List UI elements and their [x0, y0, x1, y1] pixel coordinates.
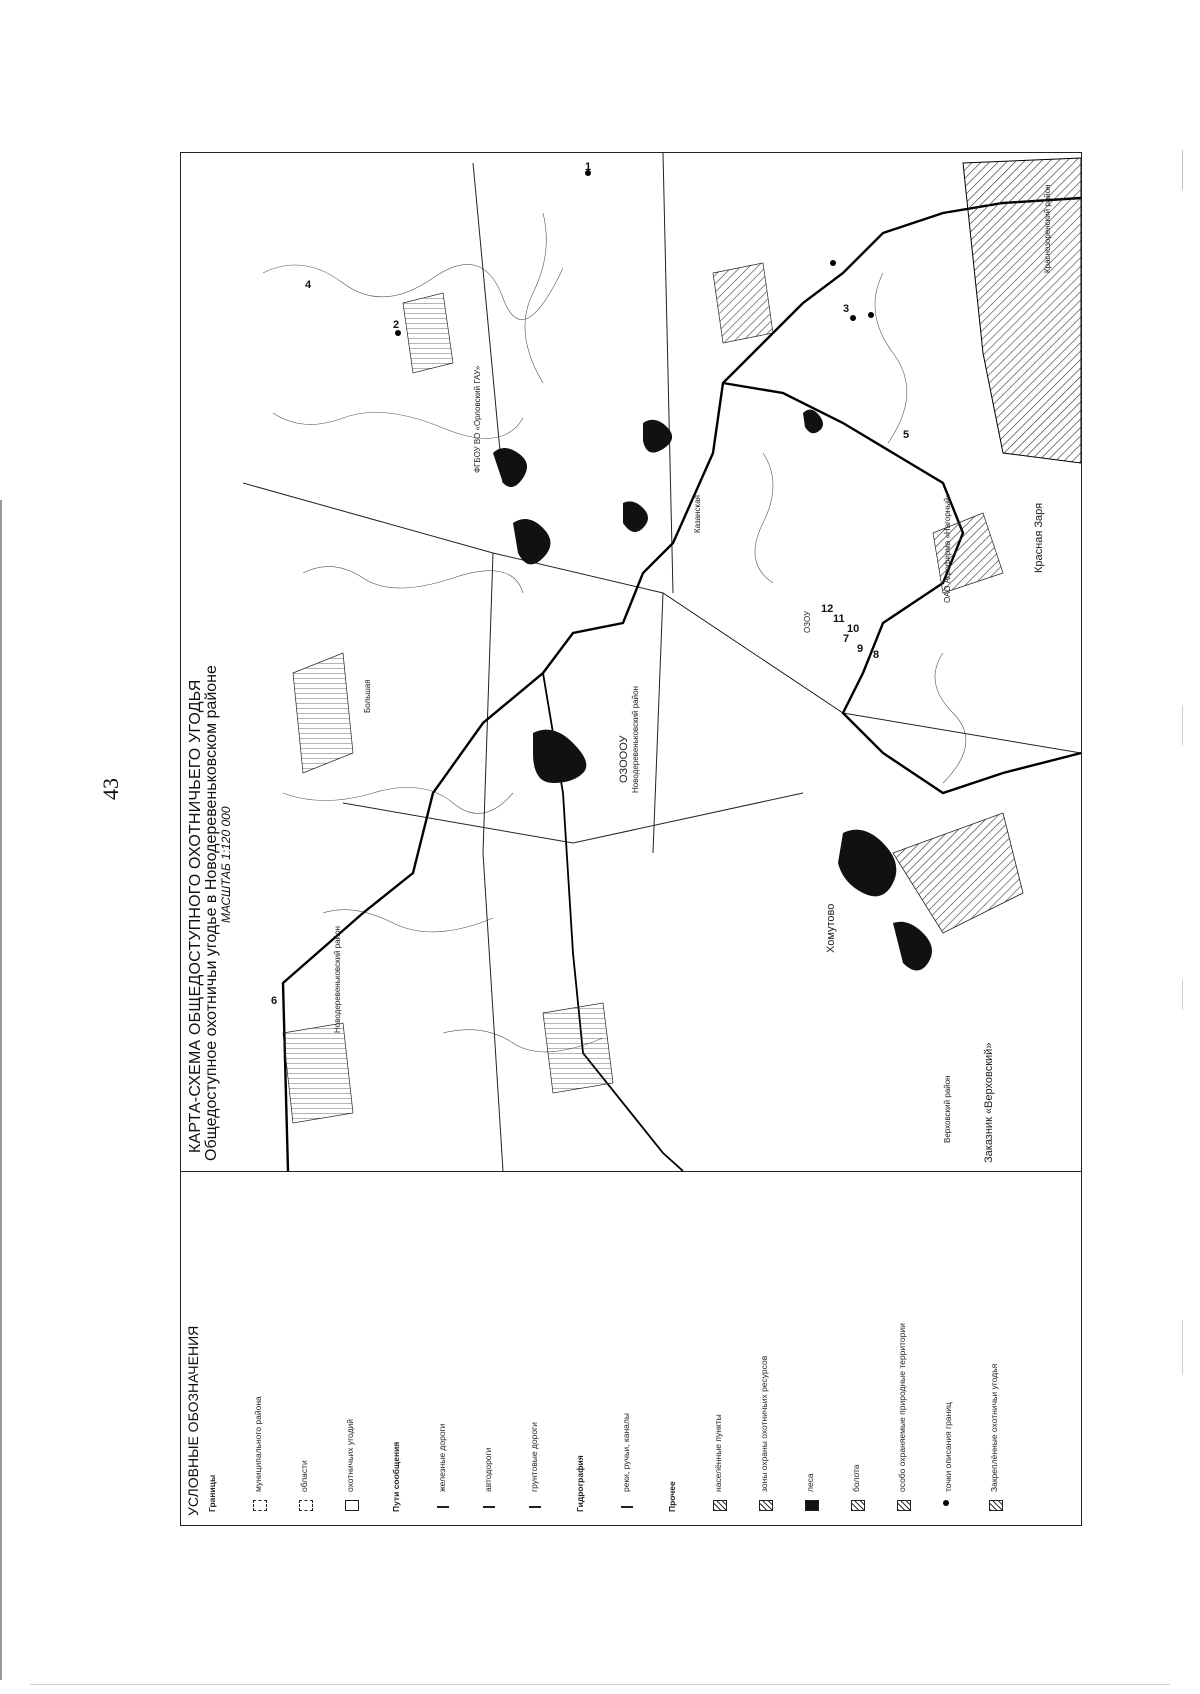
boundary-point-number: 10 — [847, 623, 860, 635]
legend-label: железные дороги — [437, 1423, 447, 1492]
legend-item — [621, 1194, 635, 1514]
map-label: ОЗОООУ — [618, 735, 630, 783]
legend-label: Гидрография — [575, 1455, 585, 1512]
boundary-point-number: 9 — [857, 643, 864, 655]
legend-item — [345, 1194, 359, 1514]
legend-label: реки, ручьи, каналы — [621, 1413, 631, 1492]
map-area — [243, 153, 1081, 1171]
forest-patches — [493, 409, 932, 970]
legend-item — [759, 1194, 773, 1514]
legend-item — [943, 1194, 957, 1514]
map-title: КАРТА-СХЕМА ОБЩЕДОСТУПНОГО ОХОТНИЧЬЕГО УГОДЬЯ — [187, 679, 204, 1153]
boundary-point-number: 1 — [585, 161, 592, 173]
legend-label: автодороги — [483, 1447, 493, 1492]
legend-swatch — [759, 1500, 773, 1511]
map-subtitle: Общедоступное охотничьи угодье в Новодеревеньковском районе — [203, 665, 220, 1161]
page-number: 43 — [98, 778, 123, 800]
legend-item — [851, 1194, 865, 1514]
map-label: Краснозоренский район — [1043, 184, 1052, 273]
boundary-point-number: 3 — [843, 303, 850, 315]
legend-item — [989, 1194, 1003, 1514]
legend — [181, 1171, 1081, 1524]
map-label: Хомутово — [825, 903, 837, 953]
boundary-point-number: 7 — [843, 633, 850, 645]
boundary-points — [395, 170, 874, 336]
legend-item — [437, 1194, 451, 1514]
roads — [243, 153, 1081, 1171]
boundary-point-number: 2 — [393, 319, 400, 331]
legend-swatch — [483, 1506, 495, 1508]
map-label: Верховский район — [943, 1075, 952, 1143]
legend-label: болота — [851, 1464, 861, 1492]
terrain-details — [263, 213, 966, 1052]
map-scale: МАСШТАБ 1:120 000 — [219, 806, 233, 923]
legend-item — [529, 1194, 543, 1514]
legend-label: особо охраняемые природные территории — [897, 1323, 907, 1492]
map-label: Заказник «Верховский» — [983, 1042, 995, 1163]
boundary-point-number: 5 — [903, 429, 910, 441]
map-label: Казанская — [693, 494, 702, 533]
map-label: Большая — [363, 679, 372, 713]
scan-dash — [1182, 705, 1183, 745]
legend-swatch — [529, 1506, 541, 1508]
scan-bottom-rule — [30, 1684, 1170, 1685]
scan-mark — [1182, 150, 1183, 190]
boundary-point-number: 6 — [271, 995, 278, 1007]
map-sheet — [180, 152, 1082, 1526]
hunting-ground-boundary — [283, 198, 1081, 1171]
legend-item — [391, 1194, 405, 1514]
legend-label: области — [299, 1460, 309, 1492]
legend-swatch — [851, 1500, 865, 1511]
legend-item — [575, 1194, 589, 1514]
legend-label: муниципального района — [253, 1396, 263, 1492]
legend-item — [713, 1194, 727, 1514]
legend-label: охотничьих угодий — [345, 1418, 355, 1492]
legend-swatch — [253, 1500, 267, 1511]
legend-swatch — [345, 1500, 359, 1511]
legend-item — [897, 1194, 911, 1514]
map-label: ОАО Агрофирма «Нагорный» — [943, 493, 952, 603]
map-label: Красная Заря — [1033, 502, 1045, 573]
map-label: Новодеревеньковский район — [631, 686, 640, 793]
map-drawing — [243, 153, 1081, 1171]
legend-label: точки описания границ — [943, 1402, 953, 1492]
legend-swatch — [437, 1506, 449, 1508]
boundary-point-number: 11 — [833, 613, 845, 625]
legend-swatch — [897, 1500, 911, 1511]
legend-label: зоны охраны охотничьих ресурсов — [759, 1355, 769, 1492]
legend-swatch — [713, 1500, 727, 1511]
scan-left-rule — [0, 500, 2, 1680]
legend-title: УСЛОВНЫЕ ОБОЗНАЧЕНИЯ — [185, 1325, 201, 1516]
legend-item — [667, 1194, 681, 1514]
legend-item — [483, 1194, 497, 1514]
boundary-point-number: 8 — [873, 649, 880, 661]
hatched-zones — [283, 158, 1081, 1123]
legend-swatch — [621, 1506, 633, 1508]
legend-label: Пути сообщения — [391, 1441, 401, 1512]
scan-dash — [1182, 980, 1183, 1010]
legend-label: грунтовые дороги — [529, 1422, 539, 1492]
map-label: ФГБОУ ВО «Орловский ГАУ» — [473, 365, 482, 473]
legend-label: Прочее — [667, 1481, 677, 1512]
legend-label: леса — [805, 1473, 815, 1492]
legend-label: Закреплённые охотничьи угодья — [989, 1363, 999, 1492]
legend-item — [253, 1194, 267, 1514]
legend-swatch — [299, 1500, 313, 1511]
map-label: Новодеревеньковский район — [333, 926, 342, 1033]
boundary-point-number: 12 — [821, 603, 834, 615]
legend-item — [299, 1194, 313, 1514]
legend-item — [207, 1194, 221, 1514]
legend-swatch — [805, 1500, 819, 1511]
legend-label: Границы — [207, 1474, 217, 1512]
legend-item — [805, 1194, 819, 1514]
map-label: ОЗОУ — [803, 610, 812, 633]
legend-swatch — [943, 1500, 949, 1506]
boundary-point-number: 4 — [305, 279, 312, 291]
legend-swatch — [989, 1500, 1003, 1511]
legend-label: населённые пункты — [713, 1414, 723, 1492]
scan-dash — [1182, 1320, 1183, 1375]
